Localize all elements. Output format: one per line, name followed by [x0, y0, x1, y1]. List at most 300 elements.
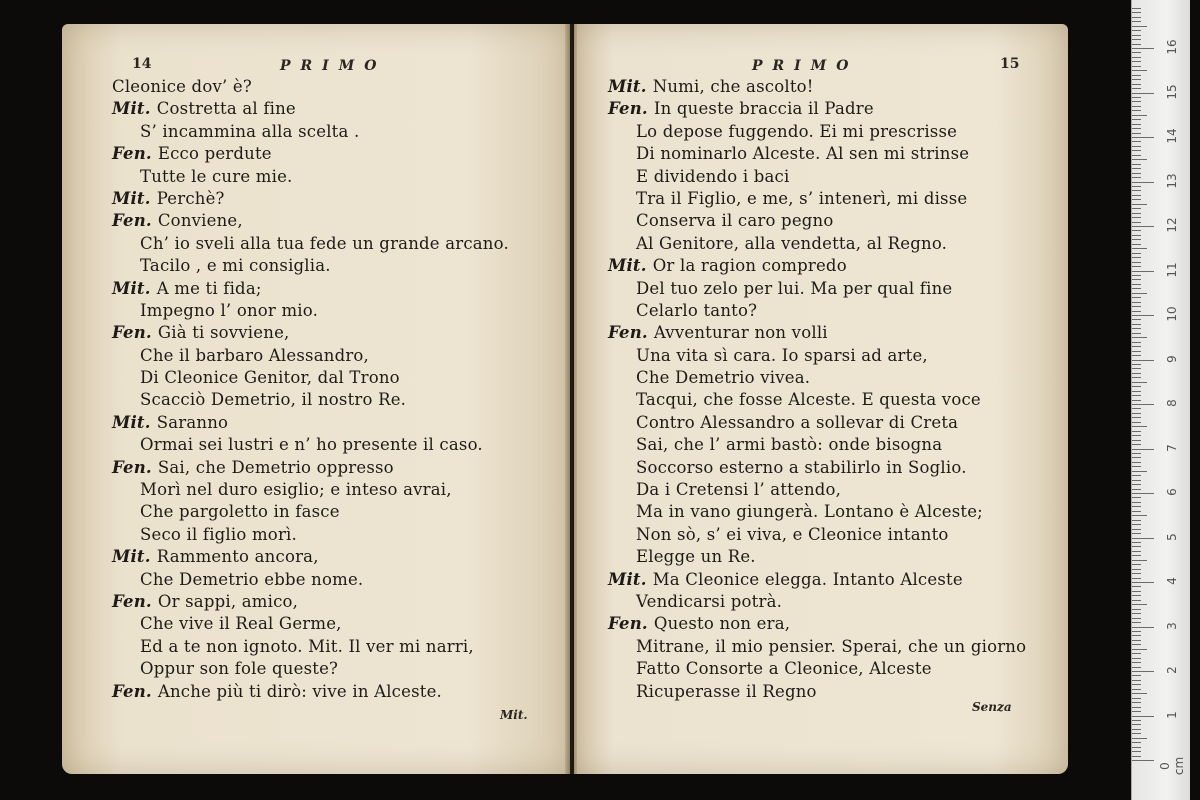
- ruler-tick: [1132, 346, 1141, 347]
- text-line: [112, 613, 509, 635]
- line-text: Oppur son fole queste?: [140, 659, 339, 679]
- text-line: [608, 569, 1026, 591]
- text-line: [112, 188, 509, 210]
- line-text: Numi, che ascolto!: [652, 77, 814, 96]
- ruler-tick: [1132, 693, 1147, 694]
- ruler-tick: [1132, 319, 1141, 320]
- ruler-tick: [1132, 328, 1141, 329]
- ruler-tick: [1132, 515, 1147, 516]
- text-line: [112, 434, 509, 456]
- ruler-tick: [1132, 529, 1141, 530]
- line-text: Ed a te non ignoto. Mit. Il ver mi narri,: [140, 636, 474, 656]
- text-line: [608, 345, 1026, 367]
- ruler-tick: [1132, 569, 1141, 570]
- text-line: [608, 98, 1026, 120]
- ruler-tick: [1132, 475, 1141, 476]
- ruler-tick: [1132, 582, 1154, 583]
- speaker-label: Fen.: [112, 211, 152, 231]
- ruler-tick: [1132, 675, 1141, 676]
- line-text: Avventurar non volli: [653, 323, 828, 343]
- text-line: [112, 98, 509, 120]
- ruler-number: 3: [1165, 621, 1179, 630]
- line-text: Tra il Figlio, e me, s’ intenerì, mi disse: [636, 188, 968, 208]
- ruler-tick: [1132, 377, 1141, 378]
- ruler-tick: [1132, 493, 1154, 494]
- ruler-number: 6: [1165, 488, 1179, 496]
- line-text: Del tuo zelo per lui. Ma per qual fine: [636, 278, 953, 298]
- ruler-tick: [1132, 546, 1141, 547]
- line-text: Ch’ io sveli alla tua fede un grande arcano.: [140, 233, 509, 253]
- line-text: Conviene,: [157, 211, 243, 231]
- line-text: Contro Alessandro a sollevar di Creta: [636, 412, 959, 432]
- line-text: E dividendo i baci: [636, 166, 790, 186]
- ruler-tick: [1132, 195, 1141, 196]
- line-text: Che Demetrio vivea.: [636, 368, 811, 388]
- speaker-label: Mit.: [112, 412, 151, 432]
- ruler-tick: [1132, 600, 1141, 601]
- text-line: [112, 143, 509, 165]
- ruler-tick: [1132, 222, 1141, 223]
- ruler-tick: [1132, 190, 1141, 191]
- text-line: [608, 412, 1026, 434]
- text-line: [608, 278, 1026, 300]
- ruler-tick: [1132, 360, 1154, 361]
- measuring-ruler: [1131, 0, 1190, 800]
- running-head: PRIMO: [280, 58, 387, 74]
- ruler-number: 14: [1165, 128, 1179, 144]
- ruler-tick: [1132, 26, 1147, 27]
- ruler-tick: [1132, 373, 1141, 374]
- ruler-tick: [1132, 609, 1141, 610]
- ruler-tick: [1132, 297, 1141, 298]
- ruler-tick: [1132, 106, 1141, 107]
- ruler-tick: [1132, 471, 1147, 472]
- ruler-tick: [1132, 351, 1141, 352]
- ruler-tick: [1132, 400, 1141, 401]
- ruler-tick: [1132, 75, 1141, 76]
- line-text: Rammento ancora,: [156, 547, 319, 567]
- ruler-tick: [1132, 266, 1141, 267]
- line-text: In queste braccia il Padre: [653, 99, 874, 119]
- ruler-tick: [1132, 613, 1141, 614]
- line-text: Scacciò Demetrio, il nostro Re.: [140, 390, 407, 410]
- ruler-tick: [1132, 226, 1154, 227]
- text-line: [112, 76, 509, 98]
- text-line: [608, 636, 1026, 658]
- ruler-number: 13: [1165, 172, 1179, 189]
- speaker-label: Mit.: [608, 77, 647, 96]
- ruler-tick: [1132, 70, 1147, 71]
- ruler-tick: [1132, 422, 1141, 423]
- ruler-tick: [1132, 213, 1141, 214]
- ruler-tick: [1132, 57, 1141, 58]
- ruler-tick: [1132, 747, 1141, 748]
- right-page: [574, 24, 1068, 774]
- text-line: [112, 501, 509, 523]
- line-text: Saranno: [156, 412, 229, 432]
- line-text: Già ti sovviene,: [157, 323, 290, 343]
- text-line: [112, 210, 509, 232]
- speaker-label: Fen.: [112, 457, 152, 477]
- ruler-tick: [1132, 137, 1154, 138]
- ruler-tick: [1132, 146, 1141, 147]
- ruler-tick: [1132, 44, 1141, 45]
- line-text: Fatto Consorte a Cleonice, Alceste: [636, 659, 932, 679]
- text-line: [608, 233, 1026, 255]
- line-text: Tacqui, che fosse Alceste. E questa voce: [636, 390, 981, 410]
- ruler-tick: [1132, 8, 1141, 9]
- line-text: Che il barbaro Alessandro,: [140, 345, 369, 365]
- ruler-tick: [1132, 324, 1141, 325]
- line-text: Impegno l’ onor mio.: [140, 300, 319, 320]
- ruler-tick: [1132, 417, 1141, 418]
- ruler-tick: [1132, 395, 1141, 396]
- ruler-tick: [1132, 248, 1147, 249]
- ruler-tick: [1132, 408, 1141, 409]
- ruler-tick: [1132, 284, 1141, 285]
- ruler-tick: [1132, 262, 1141, 263]
- line-text: Da i Cretensi l’ attendo,: [636, 480, 842, 500]
- ruler-tick: [1132, 707, 1141, 708]
- ruler-tick: [1132, 230, 1141, 231]
- ruler-tick: [1132, 150, 1141, 151]
- text-line: [608, 524, 1026, 546]
- text-line: [608, 300, 1026, 322]
- line-text: Sai, che l’ armi bastò: onde bisogna: [636, 435, 943, 455]
- ruler-tick: [1132, 288, 1141, 289]
- ruler-tick: [1132, 133, 1141, 134]
- text-line: [112, 546, 509, 568]
- ruler-tick: [1132, 61, 1141, 62]
- text-line: [608, 501, 1026, 523]
- ruler-tick: [1132, 88, 1141, 89]
- ruler-tick: [1132, 155, 1141, 156]
- line-text: Tutte le cure mie.: [140, 166, 293, 186]
- ruler-tick: [1132, 489, 1141, 490]
- ruler-tick: [1132, 391, 1141, 392]
- text-line: [608, 166, 1026, 188]
- line-text: Una vita sì cara. Io sparsi ad arte,: [636, 345, 928, 365]
- ruler-number: 9: [1165, 354, 1179, 363]
- ruler-tick: [1132, 520, 1141, 521]
- ruler-tick: [1132, 141, 1141, 142]
- ruler-tick: [1132, 355, 1141, 356]
- ruler-tick: [1132, 653, 1141, 654]
- text-line: [608, 210, 1026, 232]
- text-line: [112, 636, 509, 658]
- text-line: [608, 546, 1026, 568]
- ruler-tick: [1132, 110, 1141, 111]
- speaker-label: Fen.: [112, 681, 152, 701]
- line-text: Di nominarlo Alceste. Al sen mi strinse: [636, 144, 970, 164]
- speaker-label: Mit.: [608, 569, 647, 589]
- text-line: [608, 434, 1026, 456]
- ruler-tick: [1132, 168, 1141, 169]
- ruler-tick: [1132, 756, 1141, 757]
- ruler-tick: [1132, 533, 1141, 534]
- open-book: [62, 24, 1072, 774]
- text-line: [112, 322, 509, 344]
- text-line: [112, 389, 509, 411]
- ruler-tick: [1132, 239, 1141, 240]
- ruler-tick: [1132, 342, 1141, 343]
- ruler-tick: [1132, 97, 1141, 98]
- text-line: [112, 569, 509, 591]
- speaker-label: Fen.: [112, 323, 152, 343]
- text-line: [608, 591, 1026, 613]
- ruler-tick: [1132, 293, 1147, 294]
- ruler-tick: [1132, 186, 1141, 187]
- ruler-number: 11: [1165, 261, 1179, 278]
- line-text: Or sappi, amico,: [157, 591, 299, 611]
- text-line: [608, 121, 1026, 143]
- line-text: Costretta al fine: [156, 99, 296, 119]
- text-line: [608, 613, 1026, 635]
- ruler-tick: [1132, 751, 1141, 752]
- line-text: S’ incammina alla scelta .: [140, 121, 360, 141]
- ruler-tick: [1132, 279, 1141, 280]
- line-text: Elegge un Re.: [636, 547, 756, 567]
- ruler-tick: [1132, 368, 1141, 369]
- line-text: Cleonice dov’ è?: [112, 77, 252, 96]
- text-line: [608, 367, 1026, 389]
- ruler-tick: [1132, 595, 1141, 596]
- line-text: Ma Cleonice elegga. Intanto Alceste: [652, 569, 963, 589]
- ruler-tick: [1132, 382, 1147, 383]
- ruler-number: 5: [1165, 532, 1179, 541]
- ruler-tick: [1132, 128, 1141, 129]
- line-text: Che vive il Real Germe,: [140, 614, 342, 634]
- text-line: [112, 367, 509, 389]
- ruler-tick: [1132, 208, 1141, 209]
- ruler-tick: [1132, 564, 1141, 565]
- ruler-tick: [1132, 671, 1154, 672]
- ruler-tick: [1132, 502, 1141, 503]
- text-line: [608, 143, 1026, 165]
- ruler-tick: [1132, 115, 1147, 116]
- ruler-tick: [1132, 680, 1141, 681]
- ruler-tick: [1132, 257, 1141, 258]
- ruler-tick: [1132, 204, 1147, 205]
- ruler-tick: [1132, 635, 1141, 636]
- ruler-number: 8: [1165, 399, 1179, 407]
- ruler-tick: [1132, 551, 1141, 552]
- ruler-tick: [1132, 462, 1141, 463]
- ruler-tick: [1132, 578, 1141, 579]
- ruler-tick: [1132, 449, 1154, 450]
- ruler-tick: [1132, 431, 1141, 432]
- text-line: [608, 322, 1026, 344]
- speaker-label: Fen.: [112, 144, 152, 164]
- line-text: Che pargoletto in fasce: [140, 502, 340, 522]
- ruler-tick: [1132, 66, 1141, 67]
- line-text: Ma in vano giungerà. Lontano è Alceste;: [636, 502, 983, 522]
- left-page: [62, 24, 570, 774]
- text-line: [112, 255, 509, 277]
- ruler-tick: [1132, 729, 1141, 730]
- ruler-tick: [1132, 555, 1141, 556]
- ruler-number: 4: [1165, 577, 1179, 585]
- ruler-tick: [1132, 364, 1141, 365]
- ruler-tick: [1132, 466, 1141, 467]
- ruler-tick: [1132, 724, 1141, 725]
- ruler-tick: [1132, 667, 1141, 668]
- ruler-tick: [1132, 640, 1141, 641]
- text-line: [112, 300, 509, 322]
- ruler-tick: [1132, 182, 1154, 183]
- ruler-tick: [1132, 720, 1141, 721]
- book-gutter: [565, 24, 577, 774]
- line-text: Ecco perdute: [157, 144, 272, 164]
- line-text: Anche più ti dirò: vive in Alceste.: [157, 681, 442, 701]
- line-text: Vendicarsi potrà.: [636, 591, 783, 611]
- ruler-tick: [1132, 52, 1141, 53]
- speaker-label: Fen.: [608, 323, 648, 343]
- ruler-tick: [1132, 93, 1154, 94]
- ruler-tick: [1132, 573, 1141, 574]
- ruler-number: 16: [1165, 39, 1179, 55]
- ruler-tick: [1132, 591, 1141, 592]
- ruler-number: 10: [1165, 306, 1179, 322]
- text-line: [112, 233, 509, 255]
- text-line: [608, 681, 1026, 703]
- ruler-tick: [1132, 84, 1141, 85]
- left-text-block: [112, 76, 509, 703]
- ruler-number: 7: [1165, 443, 1179, 452]
- ruler-tick: [1132, 506, 1141, 507]
- ruler-tick: [1132, 742, 1141, 743]
- ruler-tick: [1132, 30, 1141, 31]
- speaker-label: Fen.: [608, 614, 648, 634]
- text-line: [608, 76, 1026, 98]
- ruler-tick: [1132, 199, 1141, 200]
- ruler-tick: [1132, 497, 1141, 498]
- ruler-tick: [1132, 124, 1141, 125]
- line-text: Mitrane, il mio pensier. Sperai, che un giorno: [636, 636, 1027, 656]
- ruler-tick: [1132, 177, 1141, 178]
- line-text: Morì nel duro esiglio; e inteso avrai,: [140, 480, 452, 500]
- text-line: [112, 278, 509, 300]
- ruler-tick: [1132, 542, 1141, 543]
- text-line: [608, 658, 1026, 680]
- ruler-tick: [1132, 244, 1141, 245]
- ruler-tick: [1132, 271, 1154, 272]
- speaker-label: Mit.: [112, 99, 151, 119]
- ruler-tick: [1132, 302, 1141, 303]
- ruler-tick: [1132, 484, 1141, 485]
- ruler-tick: [1132, 716, 1154, 717]
- ruler-tick: [1132, 440, 1141, 441]
- line-text: Celarlo tanto?: [636, 300, 758, 320]
- ruler-tick: [1132, 662, 1141, 663]
- text-line: [112, 524, 509, 546]
- ruler-tick: [1132, 39, 1141, 40]
- text-line: [112, 591, 509, 613]
- ruler-tick: [1132, 480, 1141, 481]
- ruler-tick: [1132, 333, 1141, 334]
- text-line: [112, 658, 509, 680]
- ruler-tick: [1132, 453, 1141, 454]
- line-text: Or la ragion compredo: [652, 256, 847, 276]
- text-line: [112, 166, 509, 188]
- ruler-tick: [1132, 733, 1141, 734]
- text-line: [608, 479, 1026, 501]
- ruler-tick: [1132, 311, 1141, 312]
- line-text: Sai, che Demetrio oppresso: [157, 457, 394, 477]
- ruler-tick: [1132, 386, 1141, 387]
- line-text: Lo depose fuggendo. Ei mi prescrisse: [636, 121, 958, 141]
- text-line: [112, 457, 509, 479]
- text-line: [608, 389, 1026, 411]
- ruler-tick: [1132, 48, 1154, 49]
- speaker-label: Mit.: [112, 547, 151, 567]
- catchword: Mit.: [500, 708, 528, 722]
- ruler-tick: [1132, 413, 1141, 414]
- ruler-tick: [1132, 538, 1154, 539]
- ruler-tick: [1132, 435, 1141, 436]
- ruler-tick: [1132, 622, 1141, 623]
- ruler-tick: [1132, 426, 1147, 427]
- ruler-tick: [1132, 17, 1141, 18]
- ruler-tick: [1132, 702, 1141, 703]
- line-text: Di Cleonice Genitor, dal Trono: [140, 368, 400, 388]
- text-line: [608, 255, 1026, 277]
- speaker-label: Mit.: [112, 278, 151, 298]
- text-line: [112, 121, 509, 143]
- ruler-tick: [1132, 21, 1141, 22]
- line-text: Questo non era,: [653, 614, 791, 634]
- ruler-zero-label: 0 cm: [1158, 756, 1186, 776]
- ruler-tick: [1132, 586, 1141, 587]
- ruler-tick: [1132, 101, 1141, 102]
- ruler-tick: [1132, 760, 1154, 761]
- ruler-tick: [1132, 119, 1141, 120]
- ruler-tick: [1132, 35, 1141, 36]
- page-number: 15: [1000, 56, 1020, 72]
- ruler-tick: [1132, 631, 1141, 632]
- right-text-block: [608, 76, 1026, 703]
- page-number: 14: [132, 56, 152, 72]
- ruler-tick: [1132, 644, 1141, 645]
- ruler-tick: [1132, 658, 1141, 659]
- line-text: Perchè?: [156, 188, 225, 208]
- speaker-label: Mit.: [608, 256, 647, 276]
- ruler-tick: [1132, 404, 1154, 405]
- speaker-label: Fen.: [608, 99, 648, 119]
- ruler-tick: [1132, 684, 1141, 685]
- text-line: [112, 345, 509, 367]
- text-line: [112, 479, 509, 501]
- ruler-number: 1: [1165, 710, 1179, 719]
- line-text: Tacilo , e mi consiglia.: [140, 256, 331, 276]
- line-text: Conserva il caro pegno: [636, 211, 834, 231]
- ruler-tick: [1132, 235, 1141, 236]
- ruler-tick: [1132, 511, 1141, 512]
- ruler-tick: [1132, 164, 1141, 165]
- ruler-tick: [1132, 315, 1154, 316]
- ruler-tick: [1132, 560, 1147, 561]
- ruler-tick: [1132, 253, 1141, 254]
- line-text: A me ti fida;: [156, 278, 262, 298]
- ruler-number: 12: [1165, 217, 1179, 233]
- ruler-tick: [1132, 738, 1147, 739]
- ruler-tick: [1132, 444, 1141, 445]
- ruler-tick: [1132, 649, 1147, 650]
- line-text: Ormai sei lustri e n’ ho presente il caso.: [140, 435, 483, 455]
- running-head: PRIMO: [752, 58, 859, 74]
- ruler-tick: [1132, 79, 1141, 80]
- line-text: Ricuperasse il Regno: [636, 681, 817, 701]
